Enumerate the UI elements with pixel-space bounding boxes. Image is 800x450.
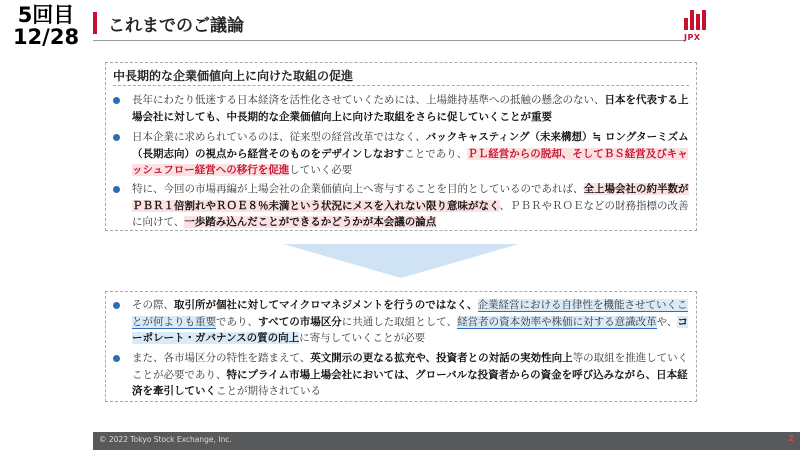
bullet-highlight-text: 経営者の資本効率や株価に対する意識改革 <box>457 315 657 328</box>
bullet-text: 日本企業に求められているのは、従来型の経営改革ではなく、 <box>132 131 426 143</box>
bullet-text: その際、 <box>132 299 174 311</box>
bullet-icon <box>113 134 120 141</box>
list-item <box>113 297 689 347</box>
page-number: 2 <box>788 434 794 443</box>
bullet-text: 長年にわたり低迷する日本経済を活性化させていくためには、上場維持基準への抵触の懸念のない、 <box>132 94 605 106</box>
bullet-bold-text: 取引所が個社に対してマイクロマネジメントを行うのではなく、 <box>174 299 478 311</box>
bullet-text: ことが期待されている <box>216 385 321 397</box>
bullet-highlight-text: 一歩踏み込んだことができるかどうかが本会議の論点 <box>184 216 437 228</box>
bullet-text: また、各市場区分の特性を踏まえて、 <box>132 352 311 364</box>
bullet-text: であり、 <box>216 315 258 328</box>
bullet-text: に寄与していくことが必要 <box>299 332 426 344</box>
section-heading: 中長期的な企業価値向上に向けた取組の促進 <box>113 69 354 83</box>
bullet-text: 特に、今回の市場再編が上場会社の企業価値向上へ寄与することを目的としているのであれば、 <box>132 183 584 195</box>
bullet-text: していく必要 <box>289 164 353 176</box>
session-label <box>0 4 92 48</box>
slide <box>93 0 800 450</box>
bullet-highlight-text: コーポレート・ガバナンスの質の向上 <box>132 315 688 344</box>
bullet-highlight-text: 企業経営における自律性を機能させていくことが何よりも重要 <box>132 299 688 328</box>
bullet-text: 、ＰＢＲやＲＯＥなどの財務指標の改善に向けて、 <box>132 199 689 228</box>
bullet-bold-text: 特にプライム市場上場会社においては、グローバルな投資者からの資金を呼び込みながら、日本経済を牽引していく <box>132 368 688 397</box>
session-number: 5回目 <box>17 3 75 27</box>
upper-discussion-box <box>105 62 697 231</box>
list-item <box>113 350 689 400</box>
jpx-logo <box>684 10 710 50</box>
footer-bar <box>93 432 800 450</box>
session-date: 12/28 <box>12 25 80 50</box>
bullet-icon <box>113 97 120 104</box>
section-heading-divider <box>113 85 689 86</box>
jpx-logo-bars-icon <box>684 10 710 30</box>
logo-text: JPX <box>684 33 701 42</box>
bullet-bold-text: 日本を代表する上場会社に対しても、中長期的な企業価値向上に向けた取組をさらに促していくことが重要 <box>132 94 689 123</box>
bullet-text: 等の取組を推進していくことが必要であり、 <box>132 352 689 381</box>
list-item <box>113 181 689 231</box>
page-title: これまでのご議論 <box>108 16 244 36</box>
bullet-highlight-text: ＰＬ経営からの脱却、そしてＢＳ経営及びキャッシュフロー経営への移行を促進 <box>132 147 688 176</box>
bullet-text: に共通した取組として、 <box>341 315 458 328</box>
bullet-bold-text: 英文開示の更なる拡充や、投資者との対話の実効性向上 <box>310 352 573 364</box>
lower-discussion-box <box>105 291 697 402</box>
list-item <box>113 92 689 125</box>
bullet-bold-text: バックキャスティング（未来構想）≒ ロングターミズム（長期志向）の視点から経営そのものをデザインしなおす <box>132 131 689 160</box>
bullet-icon <box>113 355 120 362</box>
title-divider <box>93 40 685 41</box>
title-accent-bar <box>93 12 97 34</box>
bullet-highlight-text: 全上場会社の約半数がＰＢＲ１倍割れやＲＯＥ８％未満という状況にメスを入れない限り意味がなく <box>132 183 689 212</box>
bullet-text: ことであり、 <box>404 147 468 160</box>
copyright: © 2022 Tokyo Stock Exchange, Inc. <box>99 435 232 444</box>
bullet-icon <box>113 302 120 309</box>
down-arrow-icon <box>283 244 519 278</box>
bullet-icon <box>113 186 120 193</box>
bullet-text: や、 <box>656 315 678 328</box>
list-item <box>113 129 689 179</box>
bullet-bold-text: すべての市場区分 <box>258 315 342 328</box>
